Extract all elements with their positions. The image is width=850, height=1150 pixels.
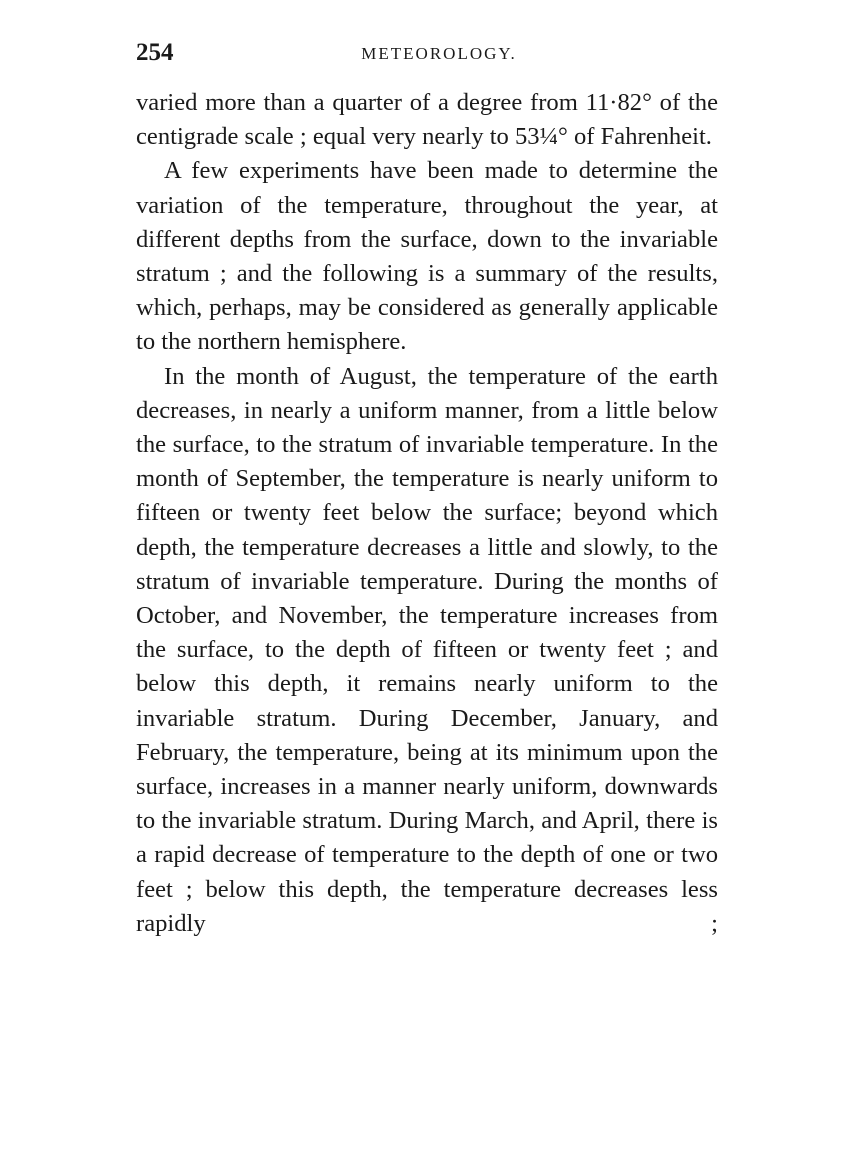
book-page xyxy=(136,38,718,941)
page-number: 254 xyxy=(136,39,174,66)
page-header xyxy=(136,38,718,72)
running-title: METEOROLOGY. xyxy=(361,44,517,63)
paragraph-experiments: A few experiments have been made to determine the variation of the temperature, throughout the year, at different depths from the surface, down to the invariable stratum ; and the following is a summary of the results, which, perhaps, may be considered as generally applicable to the northern hemisphere. xyxy=(136,157,718,356)
paragraph-monthly-temperature: In the month of August, the temperature of the earth decreases, in nearly a uniform manner, from a little below the surface, to the stratum of invariable temperature. In the month of September, the temperature is nearly uniform to fifteen or twenty feet below the surface; beyond which depth, the temperature decreases a little and slowly, to the stratum of invariable temperature. During the months of October, and November, the temperature increases from the surface, to the depth of fifteen or twenty feet ; and below this depth, it remains nearly uniform to the invariable stratum. During December, January, and February, the temperature, being at its minimum upon the surface, increases in a manner nearly uniform, downwards to the invariable stratum. During March, and April, there is a rapid decrease of temperature to the depth of one or two feet ; below this depth, the temperature decreases less rapidly ; xyxy=(136,362,718,937)
paragraph-continued: varied more than a quarter of a degree from 11·82° of the centigrade scale ; equal very nearly to 53¼° of Fahrenheit. xyxy=(136,89,718,151)
body-text xyxy=(136,86,718,941)
